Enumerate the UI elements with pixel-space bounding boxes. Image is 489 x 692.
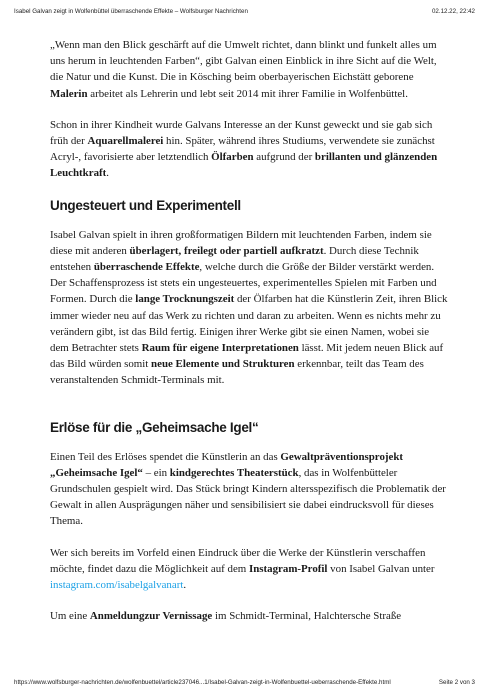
text: erkennbar, teilt das Team des veranstaltenden Schmidt-Terminals mit. (50, 358, 424, 387)
text: , welche durch die Größe der Bilder verstärkt werden. Der Schaffensprozess ist stets ein ungesteuertes, experimentelles Spielen mit Farben und Formen. Durch die (50, 261, 437, 306)
text: hin. Später, während ihres Studiums, verwendete sie zunächst Acryl-, favorisierte aber letztendlich (50, 135, 435, 164)
paragraph-intro (50, 37, 448, 102)
bold-text: Instagram-Profil (249, 562, 328, 575)
article-body (50, 37, 448, 624)
text: aufgrund der (253, 151, 315, 164)
section-heading: Erlöse für die „Geheimsache Igel“ (50, 419, 259, 435)
text: Einen Teil des Erlöses spendet die Künstlerin an das (50, 450, 281, 463)
bold-text: Gewaltpräventionsprojekt „Geheimsache Igel“ (50, 450, 404, 479)
paragraph-registration (50, 608, 448, 624)
bold-text: Malerin (50, 87, 88, 100)
text: Wer sich bereits im Vorfeld einen Eindruck über die Werke der Künstlerin verschaffen möchte, findet dazu die Möglichkeit auf dem (50, 546, 426, 575)
bold-text: lange Trocknungszeit (135, 293, 235, 306)
text: , das in Wolfenbütteler Grundschulen gespielt wird. Das Stück bringt Kindern altersspezifisch die Problematik der Gewalt in allen Ausprägungen näher und sensibilisiert sie dabei eindrucksvoll für dieses Thema. (50, 466, 446, 528)
text: Schon in ihrer Kindheit wurde Galvans Interesse an der Kunst geweckt und sie gab sich früh der (50, 118, 433, 148)
text: lässt. Mit jedem neuen Blick auf das Bild würden somit (50, 342, 444, 371)
text: „Wenn man den Blick geschärft auf die Umwelt richtet, dann blinkt und funkelt alles um uns herum in leuchtenden Farben“, gibt Galvan einen Einblick in ihre Sicht auf die Welt, die Natur und die Kunst. Die in Kösching beim oberbayerischen Eichstätt geborene (50, 39, 437, 84)
paragraph-technique (50, 227, 448, 389)
text: im Schmidt-Terminal, Halchtersche Straße (212, 610, 402, 623)
print-header (14, 8, 475, 15)
bold-text: Raum für eigene Interpretationen (141, 342, 299, 355)
bold-text: neue Elemente und Strukturen (151, 358, 295, 371)
paragraph-instagram (50, 545, 448, 594)
text: von Isabel Galvan unter (327, 562, 435, 575)
print-footer (14, 679, 475, 686)
bold-text: Anmeldungzur Vernissage (89, 610, 213, 623)
page-url: https://www.wolfsburger-nachrichten.de/wolfenbuettel/article237046...1/Isabel-Galvan-zeigt-in-Wolfenbuettel-ueberraschende-Effekte.html (14, 679, 391, 686)
bold-text: Aquarellmalerei (87, 135, 164, 148)
bold-text: kindgerechtes Theaterstück (169, 466, 299, 479)
text: . (183, 579, 187, 592)
text: Um eine (50, 610, 90, 623)
text: der Ölfarben hat die Künstlerin Zeit, ihren Blick immer wieder neu auf das Werk zu richten und daran zu arbeiten. Wenn es nichts mehr zu verändern gibt, ist das Bild fertig. Einigen ihrer Werke gibt sie einen Namen, wobei sie dem Betrachter stets (50, 293, 448, 355)
page-title: Isabel Galvan zeigt in Wolfenbüttel überraschende Effekte – Wolfsburger Nachrichten (14, 8, 248, 15)
paragraph-donation (50, 449, 448, 530)
text: arbeitet als Lehrerin und lebt seit 2014 mit ihrer Familie in Wolfenbüttel. (87, 87, 408, 100)
instagram-link[interactable]: instagram.com/isabelgalvanart (50, 579, 184, 592)
paragraph-childhood (50, 117, 448, 182)
text: . Durch diese Technik entstehen (50, 244, 419, 274)
bold-text: brillanten und glänzenden Leuchtkraft (50, 151, 438, 180)
bold-text: Ölfarben (211, 151, 254, 164)
text: Isabel Galvan spielt in ihren großformatigen Bildern mit leuchtenden Farben, indem sie diese mit anderen (50, 228, 432, 257)
text: – ein (142, 466, 170, 479)
text: . (106, 167, 109, 180)
bold-text: überraschende Effekte (93, 261, 200, 274)
section-heading: Ungesteuert und Experimentell (50, 197, 241, 213)
print-datetime: 02.12.22, 22:42 (431, 8, 475, 15)
bold-text: überlagert, freilegt oder partiell aufkratzt (129, 244, 324, 257)
page-number: Seite 2 von 3 (438, 679, 475, 686)
